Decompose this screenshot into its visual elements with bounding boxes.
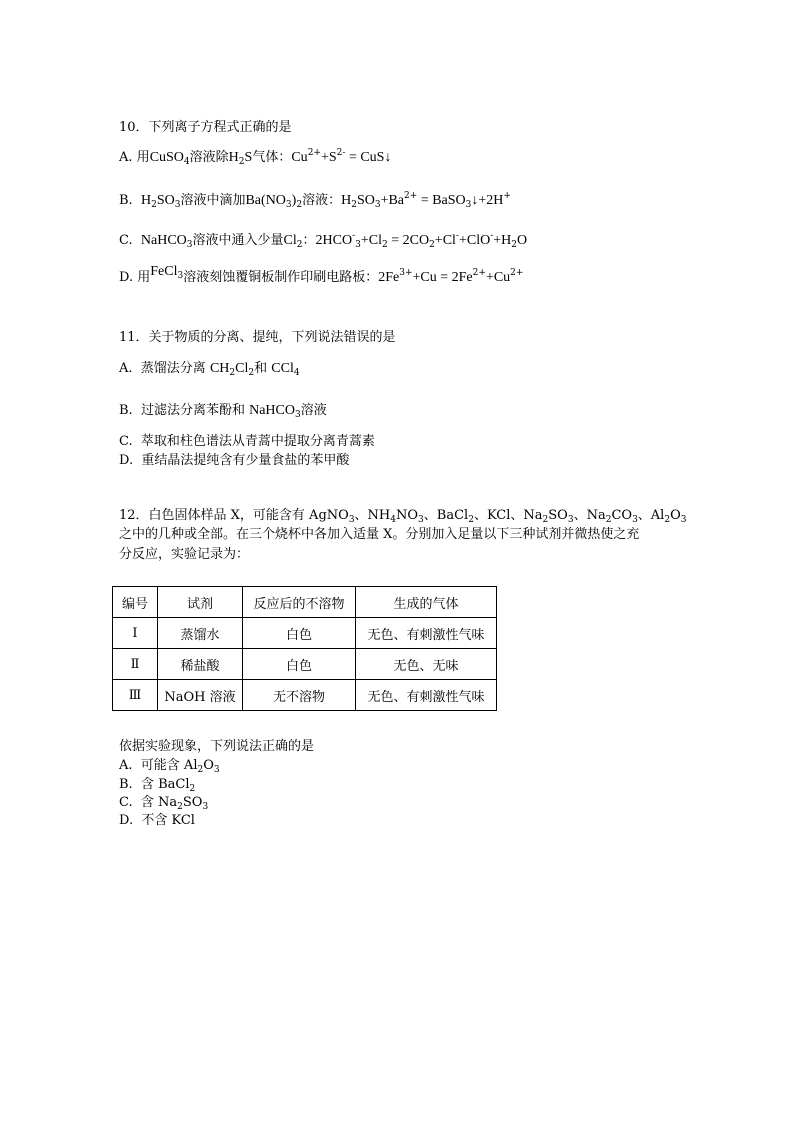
q12-option-c[interactable]: C. 含 $Na_2SO_3$ (119, 795, 209, 812)
q11-option-d[interactable]: D. 重结晶法提纯含有少量食盐的苯甲酸 (119, 453, 350, 468)
table-cell: 无色、无味 (356, 649, 497, 680)
table-cell: 蒸馏水 (158, 618, 243, 649)
table-row (113, 680, 497, 711)
q12-option-d[interactable]: D. 不含 KCl (119, 813, 195, 828)
table-header-cell: 试剂 (158, 587, 243, 618)
q11-option-b[interactable]: B. 过滤法分离苯酚和 NaHCO$_3$溶液 (119, 403, 327, 420)
q11-option-c[interactable]: C. 萃取和柱色谱法从青蒿中提取分离青蒿素 (119, 434, 375, 449)
table-cell: 无色、有刺激性气味 (356, 680, 497, 711)
table-cell: 无色、有刺激性气味 (356, 618, 497, 649)
table-cell: 白色 (243, 649, 356, 680)
table-cell: NaOH 溶液 (158, 680, 243, 711)
table-header-cell: 生成的气体 (356, 587, 497, 618)
q10-option-b[interactable]: B. $H_2SO_3$溶液中滴加$Ba(NO_3)_2$溶液：$H_2SO_3+Ba^{2+}$ = BaSO$_3$↓+2H+ (119, 191, 511, 210)
table-header-row (113, 587, 497, 618)
table-cell: Ⅱ (113, 649, 158, 680)
q12-stem-line-1: 12．白色固体样品 X，可能含有 AgNO$_3$、$NH_4NO_3$、BaCl$_2$、KCl、$Na_2SO_3$、$Na_2CO_3$、$Al_2O_3$ (119, 508, 687, 525)
table-row (113, 649, 497, 680)
q10-option-a[interactable]: A. 用CuSO$_4$溶液除$H_2S$气体：$Cu^{2+}+S^{2-}$ = CuS↓ (119, 148, 392, 167)
q10-option-c[interactable]: C. NaHCO$_3$溶液中通入少量$Cl_2$：$2HCO^-_3+Cl_2 = 2CO_2+Cl^-+ClO^-+H_2O$ (119, 231, 528, 250)
table-header-cell: 反应后的不溶物 (243, 587, 356, 618)
table-cell: Ⅲ (113, 680, 158, 711)
q12-stem-line-3: 分反应，实验记录为： (119, 547, 250, 562)
table-cell: 稀盐酸 (158, 649, 243, 680)
table-header-cell: 编号 (113, 587, 158, 618)
table-cell: Ⅰ (113, 618, 158, 649)
q10-option-d[interactable]: D. 用FeCl$_3$溶液刻蚀覆铜板制作印刷电路板：$2Fe^{3+}+Cu = 2Fe^{2+}+Cu^{2+}$ (119, 264, 524, 285)
table-row (113, 618, 497, 649)
q12-ask: 依据实验现象，下列说法正确的是 (119, 739, 315, 754)
experiment-table (112, 586, 497, 711)
table-cell: 白色 (243, 618, 356, 649)
q12-stem-line-2: 之中的几种或全部。在三个烧杯中各加入适量 X。分别加入足量以下三种试剂并微热使之充 (119, 527, 640, 542)
q10-stem: 10．下列离子方程式正确的是 (119, 120, 292, 135)
table-cell: 无不溶物 (243, 680, 356, 711)
q12-option-a[interactable]: A. 可能含 $Al_2O_3$ (119, 758, 220, 775)
q12-option-b[interactable]: B. 含 BaCl$_2$ (119, 777, 196, 794)
q11-stem: 11．关于物质的分离、提纯，下列说法错误的是 (119, 330, 396, 345)
q11-option-a[interactable]: A. 蒸馏法分离 $CH_2Cl_2$和 CCl$_4$ (119, 361, 300, 378)
